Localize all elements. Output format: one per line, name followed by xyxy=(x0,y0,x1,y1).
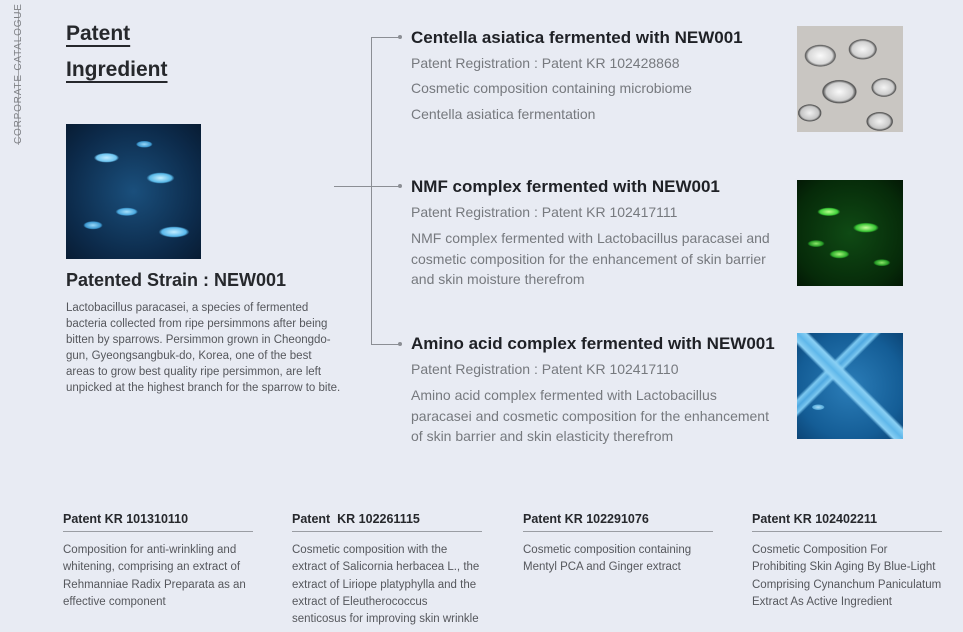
patent-item-centella xyxy=(411,27,781,127)
strain-bacteria-image xyxy=(66,124,201,259)
item-title: Amino acid complex fermented with NEW001 xyxy=(411,334,775,353)
page-title xyxy=(66,16,168,88)
item-description: Amino acid complex fermented with Lactobacillus paracasei and cosmetic composition for the enhancement of skin barrier and skin elasticity therefrom xyxy=(411,387,769,444)
patent-card-title: Patent KR 101310110 xyxy=(63,512,253,532)
item-description-line-1: Cosmetic composition containing microbiome xyxy=(411,80,692,96)
patent-card-description: Cosmetic Composition For Prohibiting Skin Aging By Blue-Light Comprising Cynanchum Paniculatum Extract As Active Ingredient xyxy=(752,544,942,608)
connector-vertical-line xyxy=(371,37,372,345)
side-label-text: CORPORATE CATALOGUE xyxy=(13,3,24,144)
item-description xyxy=(411,75,781,127)
patent-card-title: Patent KR 102261115 xyxy=(292,512,482,532)
item-registration: Patent Registration : Patent KR 102417111 xyxy=(411,204,678,220)
patent-item-nmf xyxy=(411,176,781,290)
item-registration: Patent Registration : Patent KR 102417110 xyxy=(411,361,679,377)
item-description: NMF complex fermented with Lactobacillus paracasei and cosmetic composition for the enhancement of skin barrier and skin moisture therefrom xyxy=(411,230,770,287)
patent-card-title: Patent KR 102291076 xyxy=(523,512,713,532)
page-title-line-1: Patent xyxy=(66,22,131,45)
item-title: NMF complex fermented with NEW001 xyxy=(411,177,720,196)
patent-card-title: Patent KR 102402211 xyxy=(752,512,942,532)
patent-card-description: Cosmetic composition containing Mentyl PCA and Ginger extract xyxy=(523,544,692,574)
connector-line-3 xyxy=(371,344,400,345)
item-registration: Patent Registration : Patent KR 102428868 xyxy=(411,55,680,71)
patent-item-amino-acid xyxy=(411,333,781,447)
connector-line-2 xyxy=(334,186,400,187)
page-title-line-2: Ingredient xyxy=(66,58,168,81)
patent-card xyxy=(63,512,253,611)
connector-dot-2 xyxy=(398,184,402,188)
connector-line-1 xyxy=(371,37,400,38)
patent-card xyxy=(752,512,942,611)
green-bacteria-image xyxy=(797,180,903,286)
patent-card-description: Composition for anti-wrinkling and whitening, comprising an extract of Rehmanniae Radix Preparata as an effective component xyxy=(63,544,246,608)
side-label xyxy=(13,3,24,145)
item-description-line-2: Centella asiatica fermentation xyxy=(411,106,596,122)
strain-description: Lactobacillus paracasei, a species of fermented bacteria collected from ripe persimmons after being bitten by sparrows. Persimmon grown in Cheongdo-gun, Gyeongsangbuk-do, Korea, one of the best areas to grow best quality ripe persimmon, are left unpicked at the highest branch for the sparrow to bite. xyxy=(66,302,341,394)
connector-dot-1 xyxy=(398,35,402,39)
strain-title: Patented Strain : NEW001 xyxy=(66,270,287,290)
connector-dot-3 xyxy=(398,342,402,346)
blue-antibody-image xyxy=(797,333,903,439)
patent-card xyxy=(523,512,713,577)
patent-card-description: Cosmetic composition with the extract of Salicornia herbacea L., the extract of Liriope platyphylla and the extract of Eleutherococcus senticosus for improving skin wrinkle xyxy=(292,544,480,626)
patent-card xyxy=(292,512,482,628)
microbiome-cells-image xyxy=(797,26,903,132)
item-title: Centella asiatica fermented with NEW001 xyxy=(411,28,743,47)
